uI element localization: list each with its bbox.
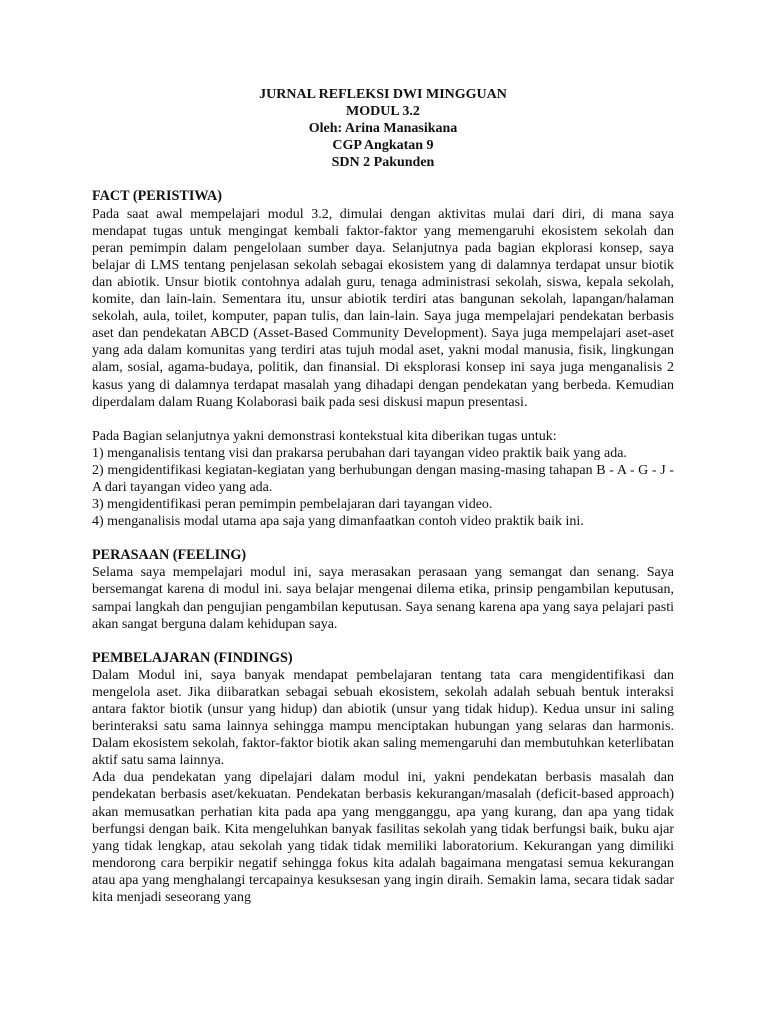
- task-item-3: 3) mengidentifikasi peran pemimpin pembelajaran dari tayangan video.: [92, 497, 493, 513]
- document-title-block: [92, 86, 674, 171]
- task-item-2: 2) mengidentifikasi kegiatan-kegiatan yang berhubungan dengan masing-masing tahapan B - A - G - J - A dari tayangan video yang ada.: [92, 462, 674, 495]
- feeling-heading: PERASAAN (FEELING): [92, 547, 247, 564]
- findings-heading: PEMBELAJARAN (FINDINGS): [92, 649, 293, 666]
- module-label: MODUL 3.2: [346, 104, 420, 120]
- document-page: [92, 86, 674, 906]
- feeling-paragraph: Selama saya mempelajari modul ini, saya merasakan perasaan yang semangat dan senang. Saya bersemangat karena di modul ini. saya belajar mengenai dilema etika, prinsip pengambilan keputusan, sampai langkah dan pengujian pengambilan keputusan. Saya senang karena apa yang saya pelajari pasti akan sangat berguna dalam kehidupan saya.: [92, 565, 674, 632]
- fact-paragraph-1: Pada saat awal mempelajari modul 3.2, dimulai dengan aktivitas mulai dari diri, di mana saya mendapat tugas untuk mengingat kembali faktor-faktor yang memengaruhi ekosistem sekolah dan peran pemimpin dalam pengelolaan sumber daya. Selanjutnya pada bagian ekplorasi konsep, saya belajar di LMS tentang penjelasan sekolah sebagai ekosistem yang di dalamnya terdapat unsur biotik dan abiotik. Unsur biotik contohnya adalah guru, tenaga administrasi sekolah, siswa, kepala sekolah, komite, dan lain-lain. Sementara itu, unsur abiotik terdiri atas bangunan sekolah, lapangan/halaman sekolah, aula, toilet, komputer, papan tulis, dan lain-lain. Saya juga mempelajari pendekatan berbasis aset dan pendekatan ABCD (Asset-Based Community Development). Saya juga mempelajari aset-aset yang ada dalam komunitas yang terdiri atas tujuh modal aset, yakni modal manusia, fisik, lingkungan alam, sosial, agama-budaya, politik, dan finansial. Di eksplorasi konsep ini saya juga menganalisis 2 kasus yang di dalamnya terdapat masalah yang dihadapi dengan pendekatan yang berbeda. Kemudian diperdalam dalam Ruang Kolaborasi baik pada sesi diskusi mapun presentasi.: [92, 206, 674, 410]
- task-item-1: 1) menganalisis tentang visi dan prakarsa perubahan dari tayangan video praktik baik yang ada.: [92, 445, 627, 461]
- fact-section: [92, 188, 674, 530]
- findings-paragraph-2: Ada dua pendekatan yang dipelajari dalam modul ini, yakni pendekatan berbasis masalah dan pendekatan berbasis aset/kekuatan. Pendekatan berbasis kekurangan/masalah (deficit-based approach) akan memusatkan perhatian kita pada apa yang mengganggu, apa yang kurang, dan apa yang tidak berfungsi dengan baik. Kita mengeluhkan banyak fasilitas sekolah yang tidak berfungsi baik, buku ajar yang tidak lengkap, atau sekolah yang tidak tidak memiliki laboratorium. Kekurangan yang dimiliki mendorong cara berpikir negatif sehingga fokus kita adalah bagaimana mengatasi semua kekurangan atau apa yang menghalangi tercapainya kesuksesan yang ingin diraih. Semakin lama, secara tidak sadar kita menjadi seseorang yang: [92, 770, 674, 906]
- school-line: SDN 2 Pakunden: [331, 155, 435, 171]
- fact-paragraph-2: Pada Bagian selanjutnya yakni demonstrasi kontekstual kita diberikan tugas untuk:: [92, 428, 557, 444]
- findings-paragraph-1: Dalam Modul ini, saya banyak mendapat pembelajaran tentang tata cara mengidentifikasi dan mengelola aset. Jika diibaratkan sebagai sebuah ekosistem, sekolah adalah sebuah bentuk interaksi antara faktor biotik (unsur yang hidup) dan abiotik (unsur yang tidak hidup). Kedua unsur ini saling berinteraksi satu sama lainnya sehingga mampu menciptakan hubungan yang selaras dan harmonis. Dalam ekosistem sekolah, faktor-faktor biotik akan saling memengaruhi dan membutuhkan keterlibatan aktif satu sama lainnya.: [92, 667, 674, 769]
- fact-heading: FACT (PERISTIWA): [92, 188, 222, 205]
- feeling-section: [92, 547, 674, 632]
- document-title: JURNAL REFLEKSI DWI MINGGUAN: [259, 87, 507, 102]
- cohort-line: CGP Angkatan 9: [332, 138, 434, 154]
- author-line: Oleh: Arina Manasikana: [308, 121, 458, 137]
- task-item-4: 4) menganalisis modal utama apa saja yang dimanfaatkan contoh video praktik baik ini.: [92, 514, 584, 530]
- findings-section: [92, 650, 674, 906]
